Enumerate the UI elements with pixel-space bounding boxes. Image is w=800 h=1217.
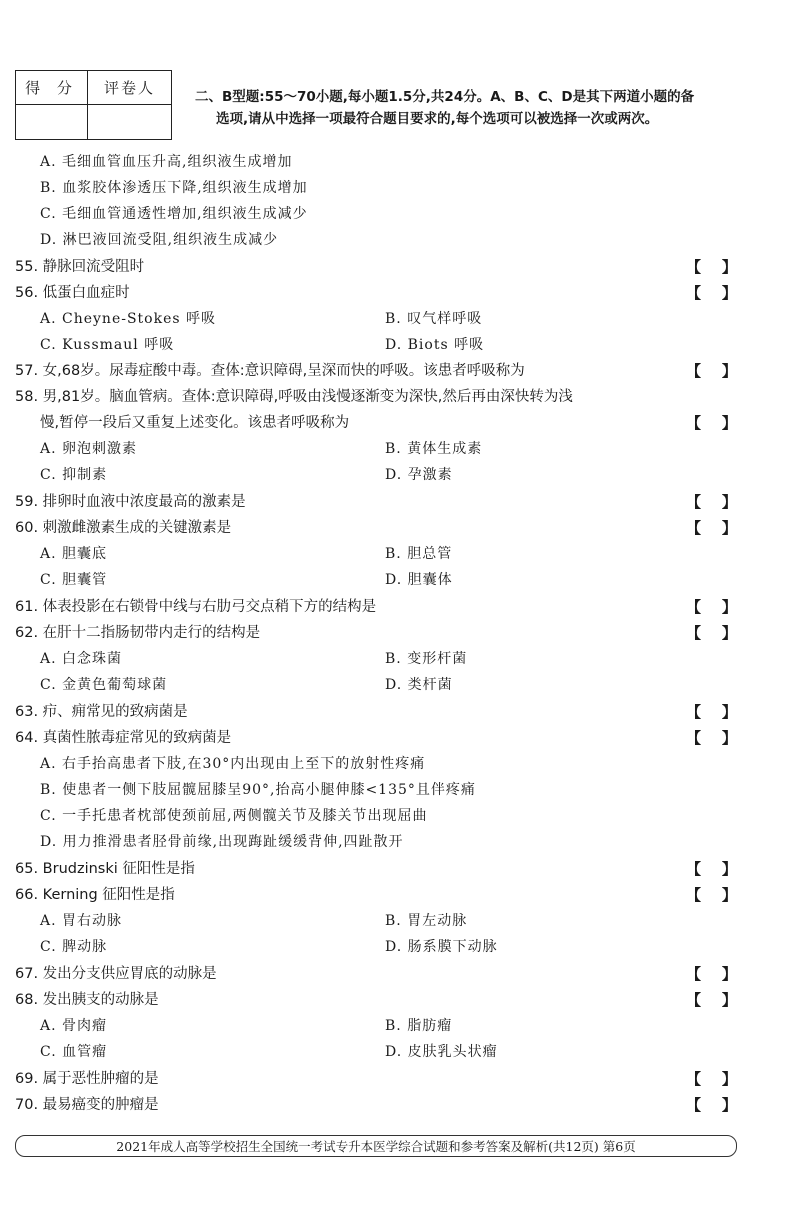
option-d: D. 用力推滑患者胫骨前缘,出现踇趾缓缓背伸,四趾散开 bbox=[40, 834, 404, 850]
option-a: A. 骨肉瘤 bbox=[40, 1018, 108, 1034]
section-heading-line-2: 选项,请从中选择一项最符合题目要求的,每个选项可以被选择一次或两次。 bbox=[216, 111, 659, 127]
answer-bracket-62[interactable]: 【 】 bbox=[686, 624, 737, 642]
option-b: B. 脂肪瘤 bbox=[385, 1018, 453, 1034]
option-d: D. 皮肤乳头状瘤 bbox=[385, 1044, 498, 1060]
option-d: D. Biots 呼吸 bbox=[385, 337, 485, 353]
answer-bracket-60[interactable]: 【 】 bbox=[686, 519, 737, 537]
answer-bracket-59[interactable]: 【 】 bbox=[686, 493, 737, 511]
option-c: C. 脾动脉 bbox=[40, 939, 108, 955]
grader-label: 评卷人 bbox=[103, 79, 155, 97]
option-d: D. 淋巴液回流受阻,组织液生成减少 bbox=[40, 232, 279, 248]
grader-cell bbox=[88, 105, 171, 139]
question-66: 66. Kerning 征阳性是指 bbox=[15, 887, 175, 903]
answer-bracket-65[interactable]: 【 】 bbox=[686, 860, 737, 878]
option-b: B. 胆总管 bbox=[385, 546, 453, 562]
answer-bracket-56[interactable]: 【 】 bbox=[686, 284, 737, 302]
question-61: 61. 体表投影在右锁骨中线与右肋弓交点稍下方的结构是 bbox=[15, 599, 377, 615]
option-b: B. 胃左动脉 bbox=[385, 913, 468, 929]
score-box bbox=[15, 70, 172, 140]
option-c: C. 血管瘤 bbox=[40, 1044, 108, 1060]
answer-bracket-55[interactable]: 【 】 bbox=[686, 258, 737, 276]
section-heading-line-1: 二、B型题:55～70小题,每小题1.5分,共24分。A、B、C、D是其下两道小题的备 bbox=[195, 89, 695, 105]
page-footer: 2021年成人高等学校招生全国统一考试专升本医学综合试题和参考答案及解析(共12页) 第6页 bbox=[15, 1135, 737, 1157]
answer-bracket-67[interactable]: 【 】 bbox=[686, 965, 737, 983]
option-b: B. 血浆胶体渗透压下降,组织液生成增加 bbox=[40, 180, 308, 196]
answer-bracket-58[interactable]: 【 】 bbox=[686, 414, 737, 432]
section-heading bbox=[195, 86, 755, 130]
option-a: A. Cheyne-Stokes 呼吸 bbox=[40, 311, 217, 327]
option-b: B. 黄体生成素 bbox=[385, 441, 483, 457]
answer-bracket-63[interactable]: 【 】 bbox=[686, 703, 737, 721]
answer-bracket-57[interactable]: 【 】 bbox=[686, 362, 737, 380]
score-label: 得 分 bbox=[16, 71, 88, 104]
answer-bracket-64[interactable]: 【 】 bbox=[686, 729, 737, 747]
question-63: 63. 疖、痈常见的致病菌是 bbox=[15, 704, 188, 720]
option-b: B. 变形杆菌 bbox=[385, 651, 468, 667]
option-b: B. 叹气样呼吸 bbox=[385, 311, 483, 327]
option-b: B. 使患者一侧下肢屈髋屈膝呈90°,抬高小腿伸膝<135°且伴疼痛 bbox=[40, 782, 476, 798]
question-57: 57. 女,68岁。尿毒症酸中毒。查体:意识障碍,呈深而快的呼吸。该患者呼吸称为 bbox=[15, 363, 525, 379]
option-a: A. 胃右动脉 bbox=[40, 913, 123, 929]
question-60: 60. 刺激雌激素生成的关键激素是 bbox=[15, 520, 232, 536]
question-68: 68. 发出胰支的动脉是 bbox=[15, 992, 159, 1008]
answer-bracket-66[interactable]: 【 】 bbox=[686, 886, 737, 904]
option-a: A. 毛细血管血压升高,组织液生成增加 bbox=[40, 154, 293, 170]
option-d: D. 孕激素 bbox=[385, 467, 453, 483]
question-70: 70. 最易癌变的肿瘤是 bbox=[15, 1097, 159, 1113]
question-59: 59. 排卵时血液中浓度最高的激素是 bbox=[15, 494, 246, 510]
question-62: 62. 在肝十二指肠韧带内走行的结构是 bbox=[15, 625, 261, 641]
answer-bracket-70[interactable]: 【 】 bbox=[686, 1096, 737, 1114]
answer-bracket-68[interactable]: 【 】 bbox=[686, 991, 737, 1009]
answer-bracket-69[interactable]: 【 】 bbox=[686, 1070, 737, 1088]
option-c: C. 胆囊管 bbox=[40, 572, 108, 588]
option-a: A. 白念珠菌 bbox=[40, 651, 123, 667]
question-55: 55. 静脉回流受阻时 bbox=[15, 259, 145, 275]
question-58: 58. 男,81岁。脑血管病。查体:意识障碍,呼吸由浅慢逐渐变为深快,然后再由深快转为浅 bbox=[15, 389, 573, 405]
question-64: 64. 真菌性脓毒症常见的致病菌是 bbox=[15, 730, 232, 746]
option-d: D. 类杆菌 bbox=[385, 677, 453, 693]
score-cell bbox=[16, 105, 88, 139]
option-c: C. 毛细血管通透性增加,组织液生成减少 bbox=[40, 206, 308, 222]
option-c: C. 一手托患者枕部使颈前屈,两侧髋关节及膝关节出现屈曲 bbox=[40, 808, 428, 824]
question-58-continued: 慢,暂停一段后又重复上述变化。该患者呼吸称为 bbox=[40, 415, 350, 431]
question-67: 67. 发出分支供应胃底的动脉是 bbox=[15, 966, 217, 982]
option-c: C. Kussmaul 呼吸 bbox=[40, 337, 175, 353]
question-56: 56. 低蛋白血症时 bbox=[15, 285, 130, 301]
option-a: A. 胆囊底 bbox=[40, 546, 108, 562]
option-d: D. 胆囊体 bbox=[385, 572, 453, 588]
option-c: C. 抑制素 bbox=[40, 467, 108, 483]
option-d: D. 肠系膜下动脉 bbox=[385, 939, 498, 955]
question-69: 69. 属于恶性肿瘤的是 bbox=[15, 1071, 159, 1087]
question-65: 65. Brudzinski 征阳性是指 bbox=[15, 861, 195, 877]
answer-bracket-61[interactable]: 【 】 bbox=[686, 598, 737, 616]
option-a: A. 右手抬高患者下肢,在30°内出现由上至下的放射性疼痛 bbox=[40, 756, 426, 772]
option-c: C. 金黄色葡萄球菌 bbox=[40, 677, 168, 693]
option-a: A. 卵泡刺激素 bbox=[40, 441, 138, 457]
